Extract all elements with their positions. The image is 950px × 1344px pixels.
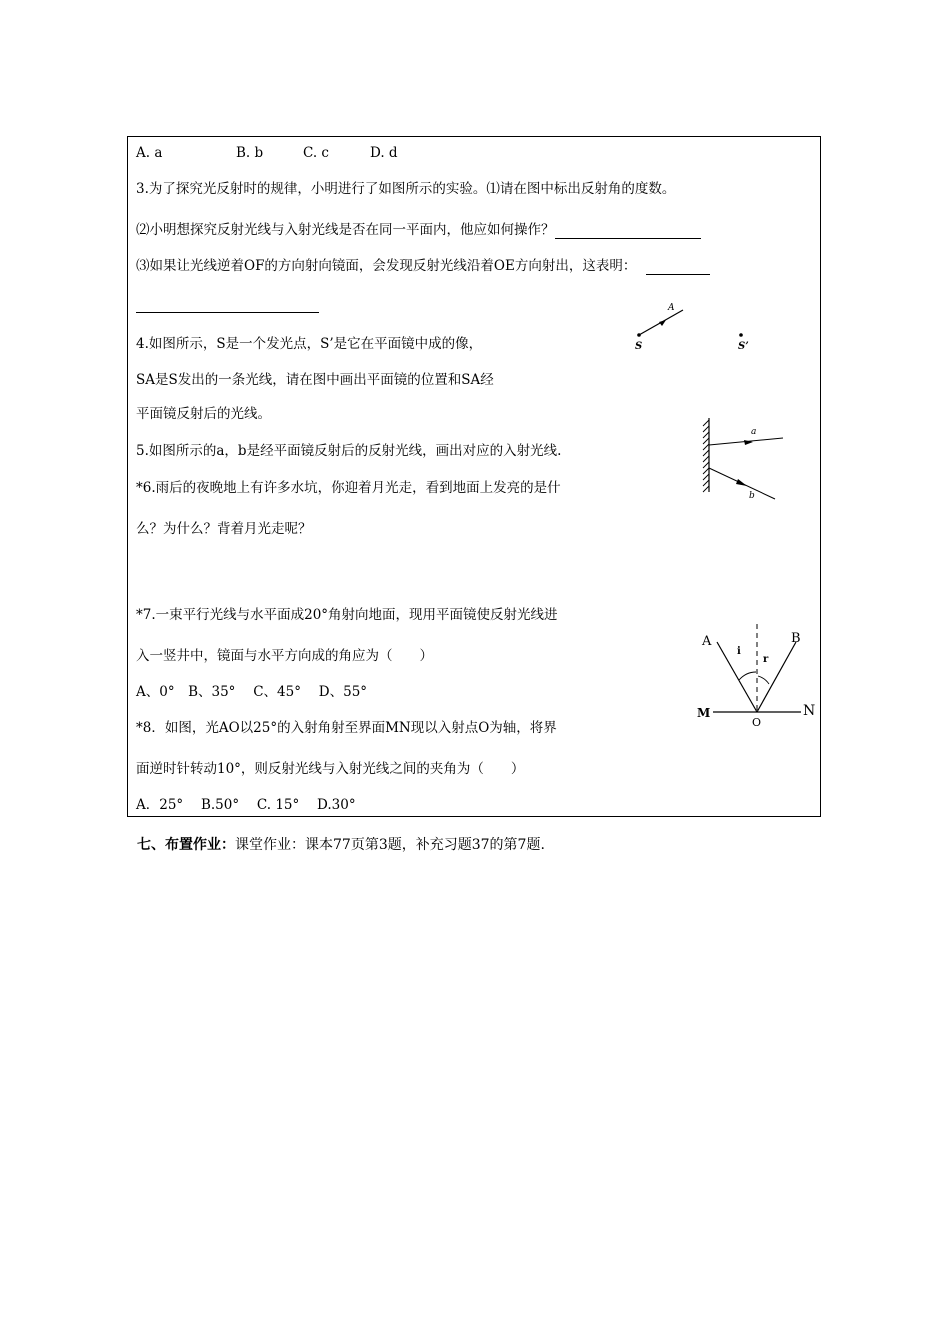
- label-s-prime: S’: [738, 341, 749, 352]
- q7-line2: 入一竖井中，镜面与水平方向成的角应为（ ）: [136, 648, 433, 664]
- label-i: i: [737, 646, 741, 657]
- label-a: A: [668, 303, 675, 313]
- label-a: a: [751, 427, 757, 437]
- q2-option-c: C. c: [303, 145, 329, 161]
- q2-option-d: D. d: [370, 145, 398, 161]
- q5-text: 5.如图所示的a，b是经平面镜反射后的反射光线，画出对应的入射光线.: [136, 443, 562, 459]
- q8-options: A．25° B.50° C. 15° D.30°: [136, 797, 356, 813]
- q4-line1: 4.如图所示，S是一个发光点，S’是它在平面镜中成的像，: [136, 336, 483, 352]
- q6-line2: 么？为什么？背着月光走呢？: [136, 521, 312, 537]
- point-s-prime: [739, 333, 743, 337]
- label-s: S: [635, 341, 643, 352]
- q6-line1: *6.雨后的夜晚地上有许多水坑，你迎着月光走，看到地面上发亮的是什: [136, 480, 561, 496]
- label-r: r: [763, 654, 769, 665]
- q5-figure: [695, 412, 790, 507]
- q8-line1: *8．如图，光AO以25°的入射角射至界面MN现以入射点O为轴，将界: [136, 720, 557, 736]
- q3-line3-text: ⑶如果让光线逆着OF的方向射向镜面，会发现反射光线沿着OE方向射出，这表明：: [136, 258, 637, 274]
- label-m: M: [697, 706, 711, 720]
- angle-arc-r: [758, 676, 769, 684]
- q3-line2-text: ⑵小明想探究反射光线与入射光线是否在同一平面内，他应如何操作？: [136, 222, 555, 238]
- label-b: B: [791, 631, 801, 646]
- q4-line3: 平面镜反射后的光线。: [136, 406, 271, 422]
- label-a: A: [702, 634, 712, 649]
- q4-line2: SA是S发出的一条光线，请在图中画出平面镜的位置和SA经: [136, 372, 494, 388]
- angle-arc-i: [739, 672, 756, 680]
- label-b: b: [749, 491, 755, 501]
- point-s: [637, 333, 641, 337]
- q7-line1: *7.一束平行光线与水平面成20°角射向地面，现用平面镜使反射光线进: [136, 607, 558, 623]
- q3-line2: [136, 221, 701, 239]
- answer-blank[interactable]: [555, 224, 701, 239]
- q3-line3: [136, 257, 710, 275]
- homework-heading: 七、布置作业：: [137, 837, 235, 853]
- q4-figure: [630, 296, 760, 356]
- homework-text: 课堂作业：课本77页第3题，补充习题37的第7题.: [235, 837, 545, 853]
- label-o: O: [752, 716, 762, 729]
- arrow-head-icon: [659, 320, 666, 326]
- label-n: N: [803, 703, 816, 719]
- arrow-head-icon: [736, 479, 747, 486]
- mirror-hatching: [703, 420, 709, 492]
- q7-options: A、0° B、35° C、45° D、55°: [136, 684, 368, 700]
- q3-line1: 3.为了探究光反射时的规律，小明进行了如图所示的实验。⑴请在图中标出反射角的度数。: [136, 181, 676, 197]
- q2-option-a: A. a: [136, 145, 163, 161]
- q8-figure: [693, 620, 823, 735]
- answer-blank[interactable]: [136, 312, 319, 313]
- homework-line: [137, 834, 545, 854]
- answer-blank[interactable]: [646, 260, 710, 275]
- q8-line2: 面逆时针转动10°，则反射光线与入射光线之间的夹角为（ ）: [136, 761, 525, 777]
- q2-option-b: B. b: [236, 145, 264, 161]
- ray-ob: [757, 642, 796, 712]
